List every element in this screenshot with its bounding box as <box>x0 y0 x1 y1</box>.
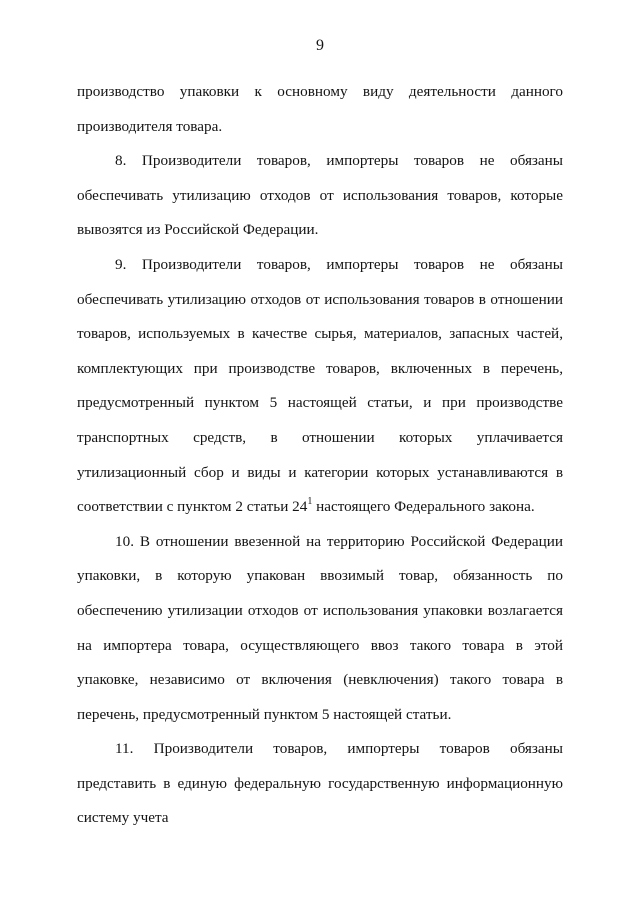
paragraph-item-10: 10. В отношении ввезенной на территорию Российской Федерации упаковки, в которую упакован ввозимый товар, обязанность по обеспечению утилизации отходов от использования упаковки возлагается на импортера товара, осуществляющего ввоз такого товара в этой упаковке, независимо от включения (невключения) такого товара в перечень, предусмотренный пунктом 5 настоящей статьи. <box>77 532 563 723</box>
paragraph-item-9-text-end: настоящего Федерального закона. <box>312 498 535 516</box>
paragraph-item-9-text: 9. Производители товаров, импортеры товаров не обязаны обеспечивать утилизацию отходов от использования товаров в отношении товаров, используемых в качестве сырья, материалов, запасных частей, комплектующих при производстве товаров, включенных в перечень, предусмотренный пунктом 5 настоящей статьи, и при производстве транспортных средств, в отношении которых уплачивается утилизационный сбор и виды и категории которых устанавливаются в соответствии с пунктом 2 статьи 24 <box>77 255 563 516</box>
paragraph-item-9 <box>77 248 563 525</box>
page-number: 9 <box>316 37 324 54</box>
paragraph-continuation: производство упаковки к основному виду деятельности данного производителя товара. <box>77 83 563 135</box>
document-body <box>77 75 563 836</box>
paragraph-item-8: 8. Производители товаров, импортеры товаров не обязаны обеспечивать утилизацию отходов от использования товаров, которые вывозятся из Российской Федерации. <box>77 152 563 239</box>
paragraph-item-11: 11. Производители товаров, импортеры товаров обязаны представить в единую федеральную государственную информационную систему учета <box>77 740 563 827</box>
article-superscript: 1 <box>307 496 313 508</box>
